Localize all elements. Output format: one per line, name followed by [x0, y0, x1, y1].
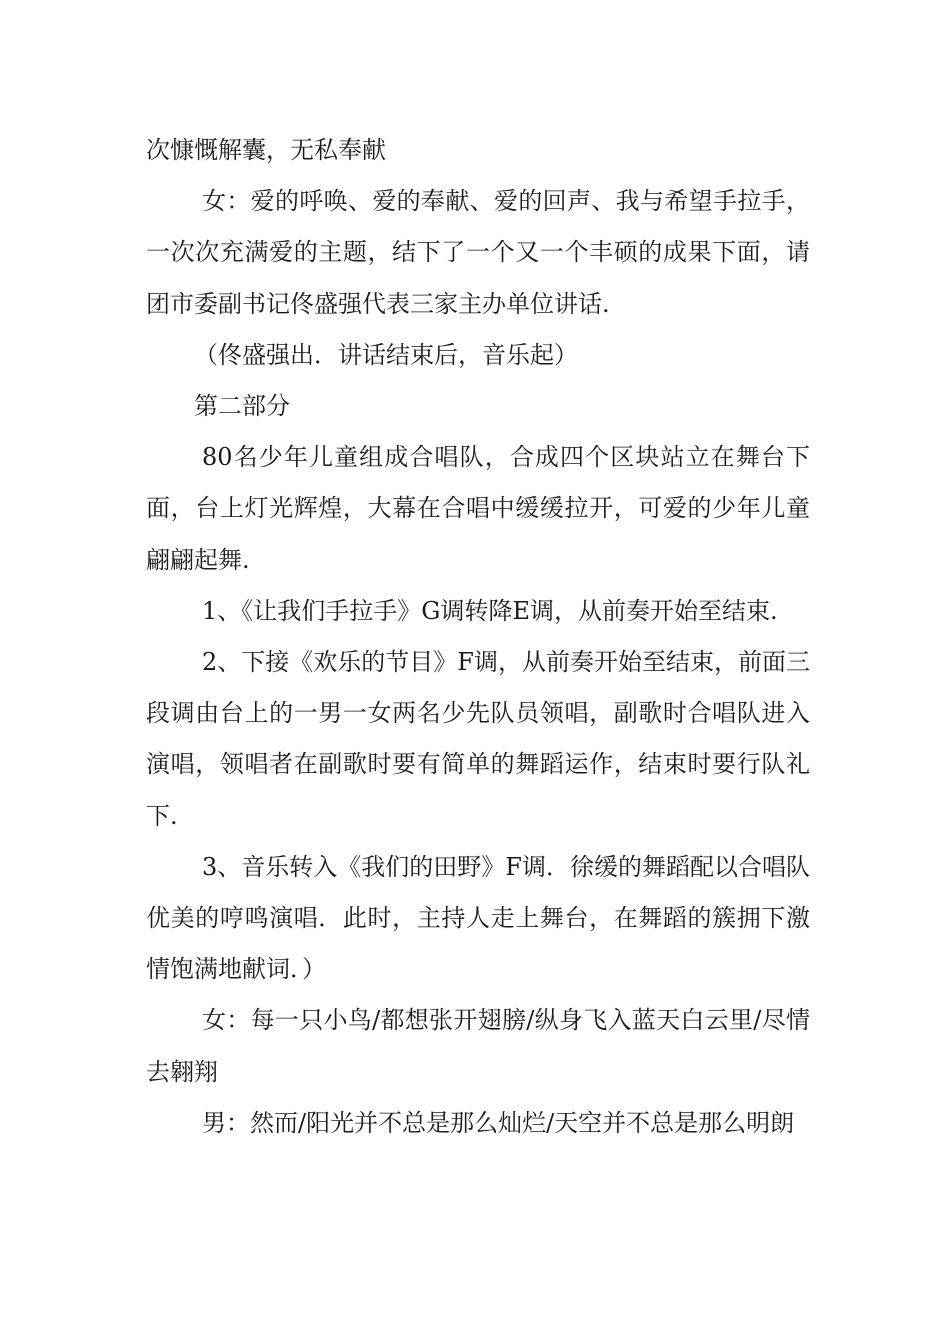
section-heading-part-two: 第二部分	[194, 392, 290, 421]
paragraph-continuation: 次慷慨解囊，无私奉献	[146, 136, 386, 164]
document-body	[146, 125, 810, 1149]
paragraph-female-host-2: 女：每一只小鸟/都想张开翅膀/纵身飞入蓝天白云里/尽情去翱翔	[146, 1006, 810, 1086]
paragraph-female-host-1: 女：爱的呼唤、爱的奉献、爱的回声、我与希望手拉手，一次次充满爱的主题，结下了一个又一个丰硕的成果下面，请团市委副书记佟盛强代表三家主办单位讲话.	[146, 187, 810, 318]
list-item-song-1: 1、《让我们手拉手》G调转降E调，从前奏开始至结束.	[202, 596, 778, 625]
paragraph-choir-description: 80名少年儿童组成合唱队，合成四个区块站立在舞台下面，台上灯光辉煌，大幕在合唱中缓缓拉开，可爱的少年儿童翩翩起舞.	[146, 443, 810, 574]
paragraph-stage-direction: （佟盛强出．讲话结束后，音乐起）	[194, 340, 578, 369]
list-item-song-2: 2、下接《欢乐的节目》F调，从前奏开始至结束，前面三段调由台上的一男一女两名少先队员领唱，副歌时合唱队进入演唱，领唱者在副歌时要有简单的舞蹈运作，结束时要行队礼下.	[146, 648, 810, 830]
list-item-song-3: 3、音乐转入《我们的田野》F调．徐缓的舞蹈配以合唱队优美的哼鸣演唱．此时，主持人走上舞台，在舞蹈的簇拥下激情饱满地献词．）	[146, 852, 810, 984]
paragraph-male-host-1: 男：然而/阳光并不总是那么灿烂/天空并不总是那么明朗	[202, 1108, 795, 1137]
